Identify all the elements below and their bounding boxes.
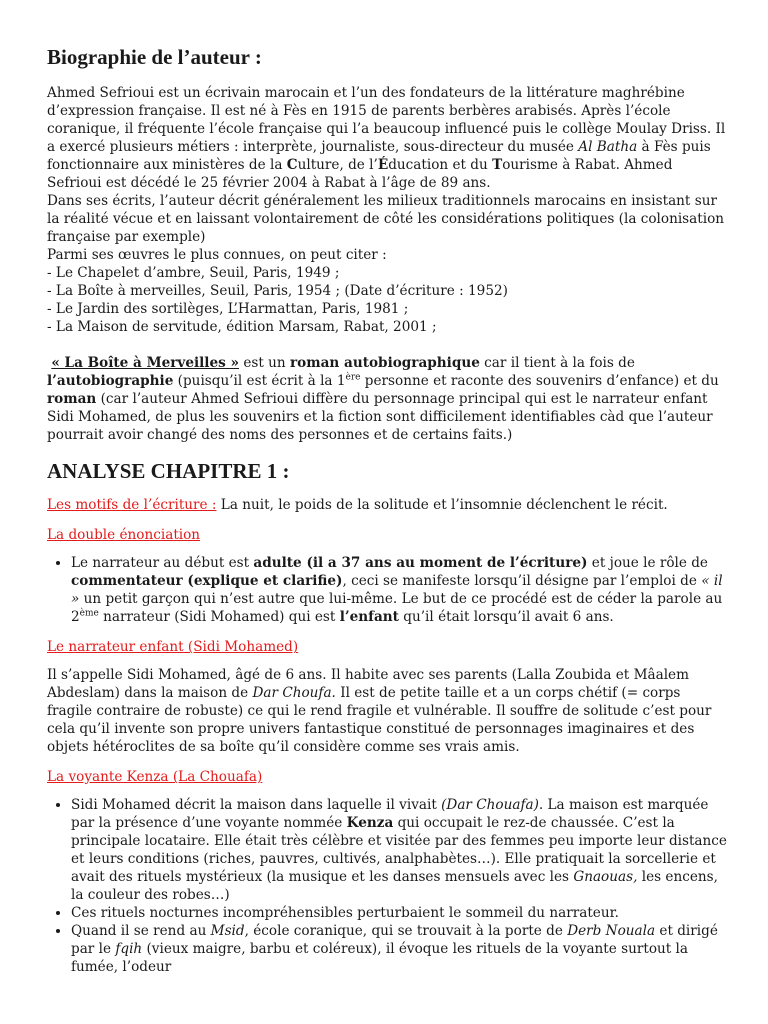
- italic-text: fqih: [115, 941, 143, 957]
- text: . La maison est marquée par la présence d’une voyante nommée: [71, 797, 709, 831]
- analyse-heading: ANALYSE CHAPITRE 1 :: [47, 459, 290, 483]
- text: et dirigé par le: [71, 923, 718, 957]
- bio-paragraph-3: Parmi ses œuvres le plus connues, on peut citer :: [47, 247, 387, 263]
- motifs-paragraph: [47, 496, 728, 514]
- text: est un: [239, 355, 290, 371]
- text: personne et raconte des souvenirs d’enfance) et du: [360, 373, 719, 389]
- bio-heading: Biographie de l’auteur :: [47, 45, 262, 69]
- text: (vieux maigre, barbu et coléreux), il évoque les rituels de la voyante surtout la fumée, l’odeur: [71, 941, 688, 975]
- section-label: Le narrateur enfant (Sidi Mohamed): [47, 639, 299, 655]
- text: Le narrateur au début est: [71, 555, 254, 571]
- motifs-label: Les motifs de l’écriture :: [47, 497, 217, 513]
- italic-text: Msid: [210, 923, 245, 939]
- kenza-list: [47, 796, 728, 976]
- list-item: [71, 796, 728, 904]
- list-item: [71, 554, 728, 626]
- bold-text: roman autobiographique: [289, 355, 480, 371]
- double-enonciation-list: [47, 554, 728, 626]
- bold-text: l’autobiographie: [47, 373, 174, 389]
- text: Quand il se rend au: [71, 923, 211, 939]
- text: (car l’auteur Ahmed Sefrioui diffère du personnage principal qui est le narrateur enfant Sidi Mohamed, de plus les souvenirs et la fiction sont difficilement identifiables càd que l’auteur pourrait avoir changé des noms des personnes et de certains faits.): [47, 391, 713, 443]
- italic-text: Dar Choufa.: [252, 685, 336, 701]
- italic-text: Derb Nouala: [567, 923, 656, 939]
- kenza-heading: [47, 768, 728, 786]
- text: et joue le rôle de: [587, 555, 708, 571]
- text: La nuit, le poids de la solitude et l’insomnie déclenchent le récit.: [216, 497, 668, 513]
- spacer: [47, 336, 728, 354]
- museum-name: Al Batha: [578, 139, 638, 155]
- work-item: - Le Jardin des sortilèges, L’Harmattan, Paris, 1981 ;: [47, 301, 409, 317]
- text: , école coranique, qui se trouvait à la porte de: [244, 923, 568, 939]
- text: ulture, de l’: [297, 157, 378, 173]
- text: qui occupait le rez-de chaussée. C’est la principale locataire. Elle était très célèbre et visitée par des femmes peu importe leur distance et leurs conditions (riches, pauvres, cultivés, analphabètes…). Elle pratiquait la sorcellerie et avait des rituels mystérieux (la musique et les danses mensuels avec les: [71, 815, 727, 885]
- text: (puisqu’il est écrit à la 1: [173, 373, 346, 389]
- narrateur-enfant-paragraph: [47, 666, 728, 756]
- text: qu’il était lorsqu’il avait 6 ans.: [398, 609, 614, 625]
- bold-text: adulte (il a 37 ans au moment de l’écriture): [253, 555, 588, 571]
- work-item: - La Boîte à merveilles, Seuil, Paris, 1954 ; (Date d’écriture : 1952): [47, 283, 508, 299]
- text: les encens, la couleur des robes…): [71, 869, 718, 903]
- text: Il est de petite taille et a un corps chétif (= corps fragile contraire de robuste) ce qui le rend fragile et vulnérable. Il souffre de solitude c’est pour cela qu’il invente son propre univers fantastique constitué de personnages imaginaires et des objets hétéroclites de sa boîte qu’il considère comme ses vrais amis.: [47, 685, 712, 755]
- text: un petit garçon qui n’est autre que lui-même. Le but de ce procédé est de céder la parole au 2: [71, 591, 723, 625]
- text: car il tient à la fois de: [479, 355, 635, 371]
- bio-paragraph-1: [47, 84, 728, 192]
- text: ducation et du: [388, 157, 493, 173]
- italic-text: (Dar Chouafa): [441, 797, 539, 813]
- section-label: La voyante Kenza (La Chouafa): [47, 769, 263, 785]
- text: Ahmed Sefrioui est un écrivain marocain et l’un des fondateurs de la littérature maghrébine d’expression française. Il est né à Fès en 1915 de parents berbères arabisés. Après l’école coranique, il fréquente l’école française qui l’a beaucoup influencé puis le collège Moulay Driss. Il a exercé plusieurs métiers : interprète, journaliste, sous-directeur du musée: [47, 85, 726, 155]
- superscript: ème: [79, 608, 99, 619]
- text: Sidi Mohamed décrit la maison dans laquelle il vivait: [71, 797, 442, 813]
- list-item: • Ces rituels nocturnes incompréhensibles perturbaient le sommeil du narrateur.: [71, 904, 728, 922]
- book-paragraph: [47, 354, 728, 444]
- italic-text: Gnaouas,: [573, 869, 638, 885]
- text: , ceci se manifeste lorsqu’il désigne par l’emploi de: [342, 573, 702, 589]
- work-item: - La Maison de servitude, édition Marsam, Rabat, 2001 ;: [47, 319, 437, 335]
- text: Il s’appelle Sidi Mohamed, âgé de 6 ans. Il habite avec ses parents (Lalla Zoubida et Mâalem Abdeslam) dans la maison de: [47, 667, 689, 701]
- text: narrateur (Sidi Mohamed) qui est: [98, 609, 340, 625]
- bold-text: roman: [47, 391, 97, 407]
- initial-e: É: [377, 157, 389, 173]
- initial-c: C: [286, 157, 298, 173]
- text: à Fès puis fonctionnaire aux ministères de la: [47, 139, 711, 173]
- book-title: « La Boîte à Merveilles »: [51, 355, 240, 371]
- work-item: - Le Chapelet d’ambre, Seuil, Paris, 1949 ;: [47, 265, 340, 281]
- narrateur-enfant-heading: [47, 638, 728, 656]
- initial-t: T: [492, 157, 503, 173]
- bio-paragraph-2: Dans ses écrits, l’auteur décrit généralement les milieux traditionnels marocains en insistant sur la réalité vécue et en laissant volontairement de côté les considérations politiques (la colonisation française par exemple): [47, 193, 725, 245]
- list-item: [71, 922, 728, 976]
- text: ourisme à Rabat. Ahmed Sefrioui est décédé le 25 février 2004 à Rabat à l’âge de 89 ans.: [47, 157, 673, 191]
- bold-text: Kenza: [346, 815, 394, 831]
- italic-text: « il »: [71, 573, 723, 607]
- double-enonciation-heading: [47, 526, 728, 544]
- section-label: La double énonciation: [47, 527, 201, 543]
- superscript: ère: [345, 372, 361, 383]
- bold-text: l’enfant: [339, 609, 399, 625]
- bold-text: commentateur (explique et clarifie): [71, 573, 343, 589]
